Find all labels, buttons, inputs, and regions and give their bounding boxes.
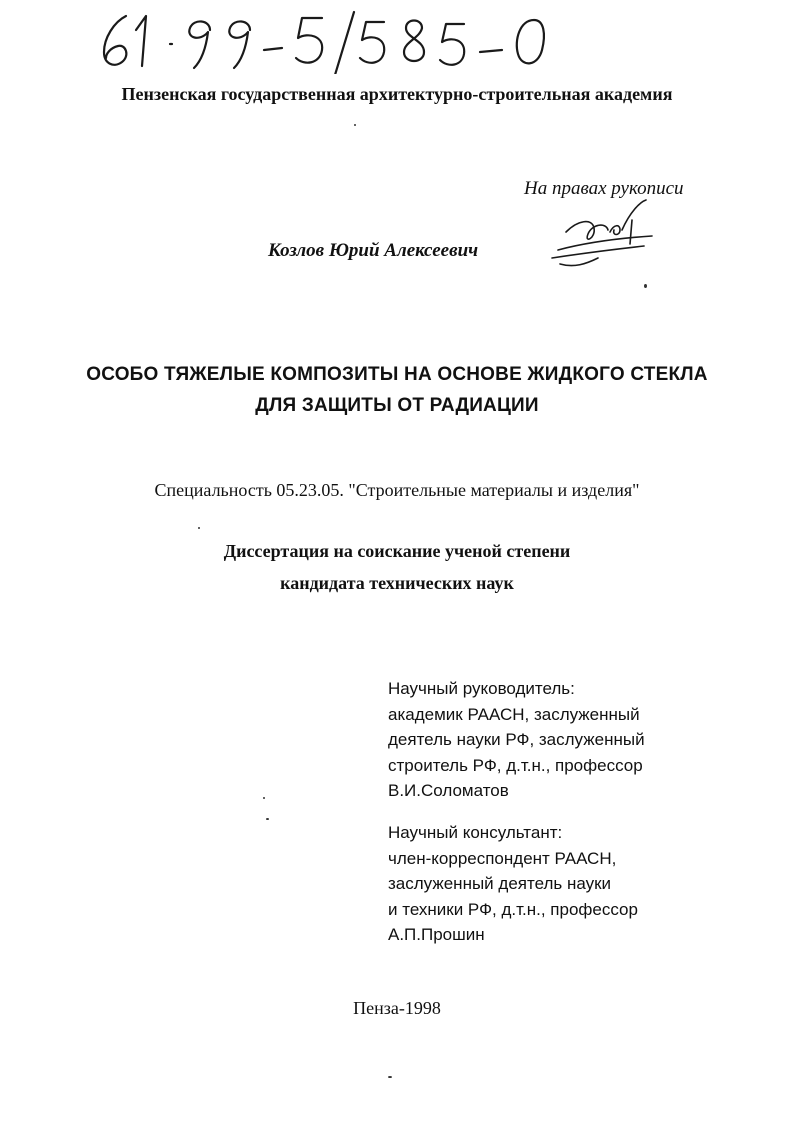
consultant-credentials-line: и техники РФ, д.т.н., профессор (388, 899, 638, 919)
institution-name: Пензенская государственная архитектурно-строительная академия (121, 84, 673, 104)
scan-speck (263, 797, 265, 799)
scan-speck (354, 124, 356, 126)
rights-note: На правах рукописи (524, 178, 684, 199)
specialty-line: Специальность 05.23.05. "Строительные материалы и изделия" (154, 480, 640, 500)
supervisor-block (388, 676, 645, 804)
supervisor-credentials-line: академик РААСН, заслуженный (388, 704, 640, 724)
thesis-title-line-1: ОСОБО ТЯЖЕЛЫЕ КОМПОЗИТЫ НА ОСНОВЕ ЖИДКОГО СТЕКЛА (86, 364, 708, 385)
consultant-credentials-line: член-корреспондент РААСН, (388, 848, 617, 868)
consultant-heading: Научный консультант: (388, 823, 563, 842)
dissertation-line-1: Диссертация на соискание ученой степени (223, 541, 571, 561)
archive-number-handwritten (92, 8, 562, 74)
city-year: Пенза-1998 (353, 998, 441, 1018)
author-signature (548, 198, 660, 272)
dissertation-line-2: кандидата технических наук (280, 573, 514, 593)
scan-speck (266, 818, 269, 820)
supervisor-credentials-line: строитель РФ, д.т.н., профессор (388, 755, 643, 775)
author-name: Козлов Юрий Алексеевич (268, 240, 479, 261)
supervisor-name: В.И.Соломатов (388, 781, 509, 800)
consultant-block (388, 820, 638, 948)
consultant-name: А.П.Прошин (388, 925, 485, 944)
scan-speck (644, 284, 647, 288)
supervisor-credentials-line: деятель науки РФ, заслуженный (388, 730, 645, 749)
thesis-title-line-2: ДЛЯ ЗАЩИТЫ ОТ РАДИАЦИИ (255, 395, 539, 416)
supervisor-heading: Научный руководитель: (388, 679, 575, 698)
scan-speck (198, 527, 200, 529)
consultant-credentials-line: заслуженный деятель науки (388, 874, 612, 893)
scan-speck (388, 1076, 392, 1078)
